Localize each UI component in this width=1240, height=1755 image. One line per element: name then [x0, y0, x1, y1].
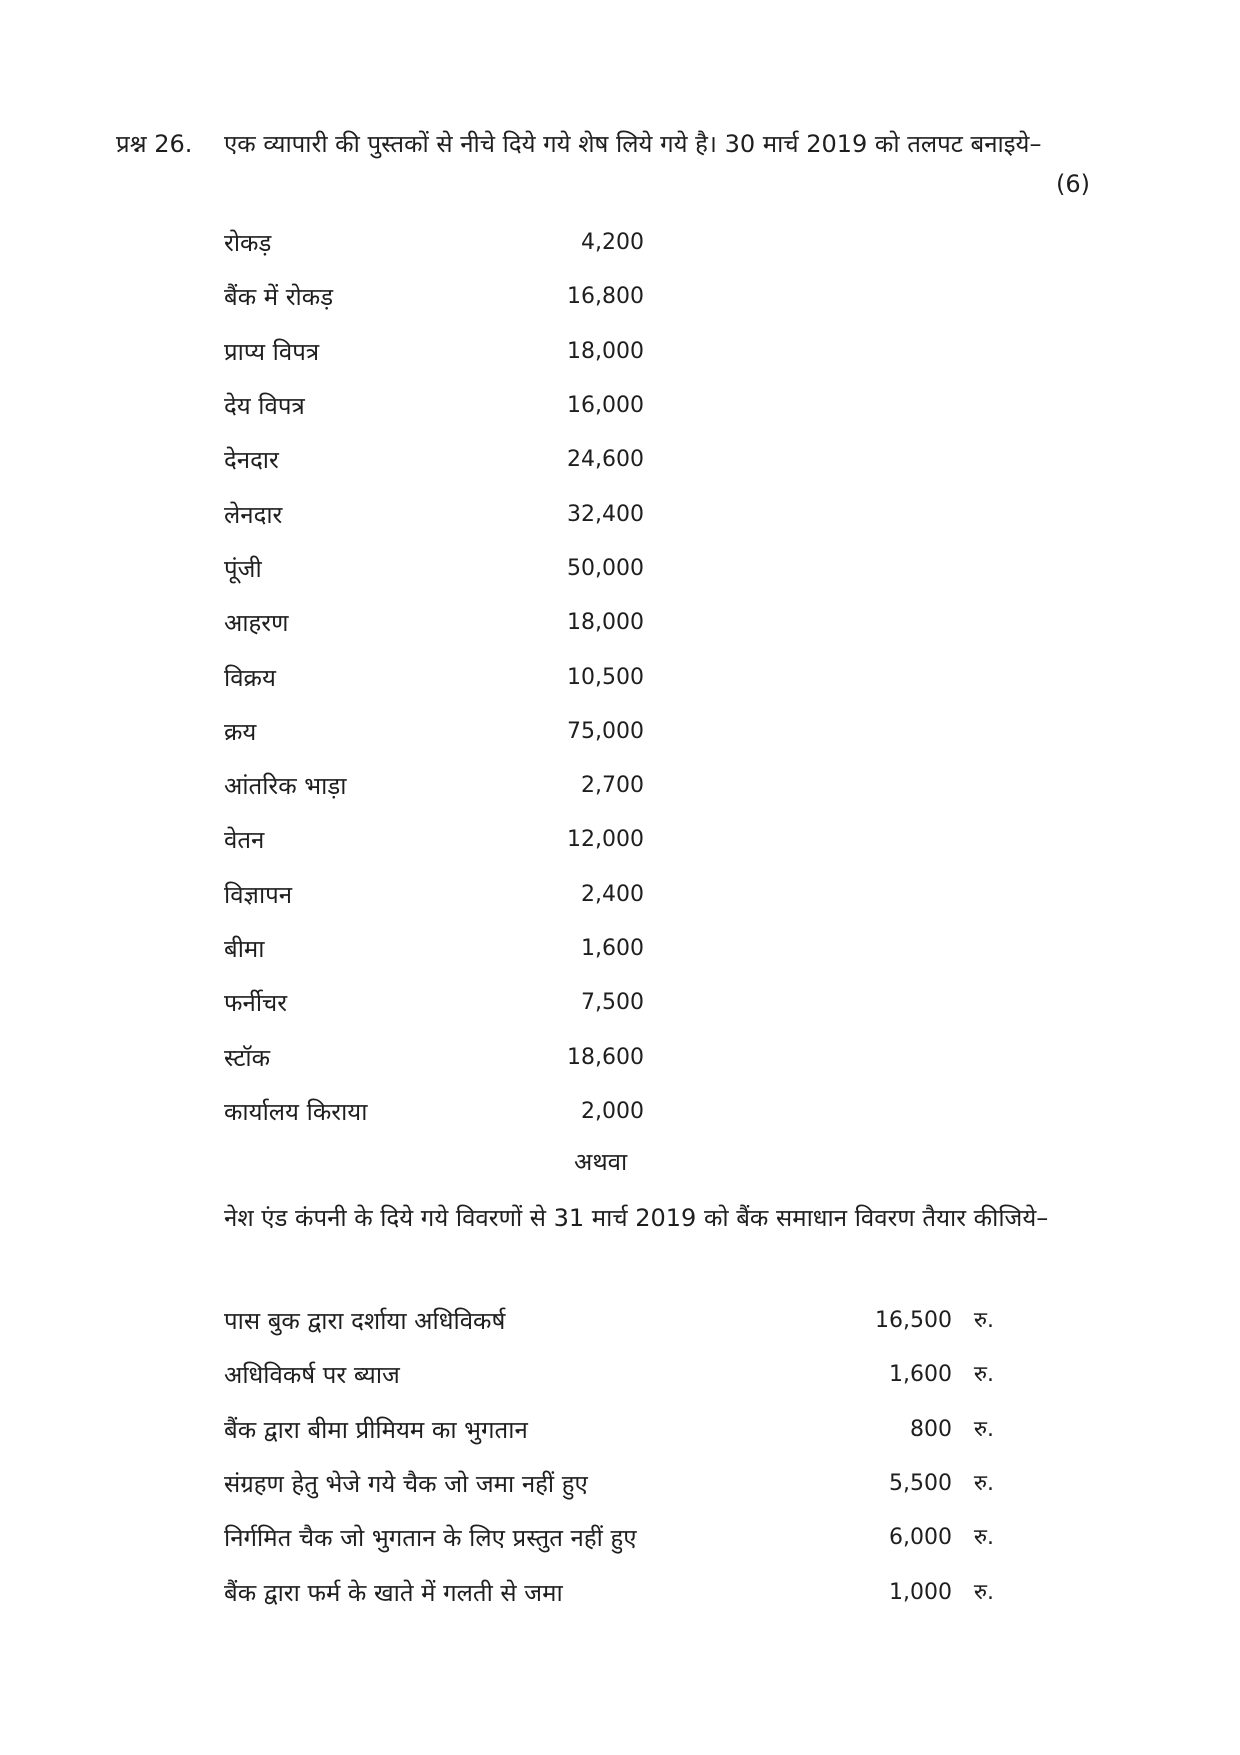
item-label: बैंक द्वारा बीमा प्रीमियम का भुगतान [224, 1415, 528, 1444]
item-label: फर्नीचर [224, 989, 288, 1018]
item-amount: 24,600 [567, 447, 644, 473]
list-item [224, 759, 644, 813]
item-label: पूंजी [224, 554, 262, 583]
item-label: अधिविकर्ष पर ब्याज [224, 1361, 400, 1390]
question-number: प्रश्न 26. [116, 130, 193, 158]
currency-label: रु. [973, 1362, 994, 1388]
list-item [224, 1085, 644, 1139]
currency-label: रु. [973, 1308, 994, 1334]
list-item [224, 650, 644, 704]
item-amount: 75,000 [567, 718, 644, 744]
currency-label: रु. [973, 1579, 994, 1605]
item-label: पास बुक द्वारा दर्शाया अधिविकर्ष [224, 1307, 506, 1336]
item-label: आंतरिक भाड़ा [224, 772, 347, 801]
list-item [224, 433, 644, 487]
item-amount: 16,800 [567, 284, 644, 310]
alternative-question-text: नेश एंड कंपनी के दिये गये विवरणों से 31 मार्च 2019 को बैंक समाधान विवरण तैयार कीजिये– [224, 1204, 1049, 1232]
list-item [224, 813, 644, 867]
bank-reconciliation-list [224, 1294, 994, 1620]
item-amount: 18,000 [567, 338, 644, 364]
item-amount: 18,000 [567, 610, 644, 636]
or-separator: अथवा [574, 1148, 628, 1176]
item-amount: 2,000 [581, 1098, 644, 1124]
item-amount: 2,700 [581, 773, 644, 799]
item-label: आहरण [224, 609, 289, 638]
list-item [224, 596, 644, 650]
question-text: एक व्यापारी की पुस्तकों से नीचे दिये गये शेष लिये गये है। 30 मार्च 2019 को तलपट बनाइये– [224, 130, 1042, 158]
question-marks: (6) [1056, 170, 1090, 198]
trial-balance-list [224, 216, 644, 1139]
list-item [224, 1457, 994, 1511]
item-label: बैंक द्वारा फर्म के खाते में गलती से जमा [224, 1578, 563, 1607]
item-amount: 4,200 [581, 230, 644, 256]
item-amount: 6,000 [889, 1525, 952, 1551]
currency-label: रु. [973, 1525, 994, 1551]
list-item [224, 325, 644, 379]
item-label: बीमा [224, 935, 265, 963]
item-amount: 10,500 [567, 664, 644, 690]
item-amount: 1,000 [889, 1579, 952, 1605]
item-label: देनदार [224, 446, 279, 475]
item-label: देय विपत्र [224, 392, 305, 421]
currency-label: रु. [973, 1471, 994, 1497]
item-label: स्टॉक [224, 1043, 271, 1072]
list-item [224, 542, 644, 596]
item-label: वेतन [224, 826, 265, 855]
list-item [224, 216, 644, 270]
item-label: बैंक में रोकड़ [224, 283, 334, 312]
list-item [224, 868, 644, 922]
item-label: कार्यालय किराया [224, 1097, 368, 1126]
item-amount: 50,000 [567, 555, 644, 581]
item-label: क्रय [224, 717, 257, 746]
list-item [224, 1511, 994, 1565]
item-amount: 5,500 [889, 1471, 952, 1497]
item-amount: 16,500 [875, 1308, 952, 1334]
item-amount: 1,600 [889, 1362, 952, 1388]
item-amount: 2,400 [581, 881, 644, 907]
item-label: संग्रहण हेतु भेजे गये चैक जो जमा नहीं हुए [224, 1470, 588, 1499]
item-label: लेनदार [224, 500, 283, 529]
item-amount: 16,000 [567, 393, 644, 419]
list-item [224, 705, 644, 759]
list-item [224, 1294, 994, 1348]
list-item [224, 1565, 994, 1619]
list-item [224, 487, 644, 541]
list-item [224, 1348, 994, 1402]
currency-label: रु. [973, 1416, 994, 1442]
item-amount: 32,400 [567, 501, 644, 527]
item-amount: 18,600 [567, 1044, 644, 1070]
list-item [224, 379, 644, 433]
item-amount: 12,000 [567, 827, 644, 853]
item-label: प्राप्य विपत्र [224, 337, 320, 366]
item-amount: 7,500 [581, 990, 644, 1016]
item-label: रोकड़ [224, 229, 272, 258]
item-amount: 800 [910, 1416, 952, 1442]
list-item [224, 976, 644, 1030]
item-label: निर्गमित चैक जो भुगतान के लिए प्रस्तुत नहीं हुए [224, 1524, 637, 1553]
list-item [224, 1030, 644, 1084]
item-label: विज्ञापन [224, 880, 293, 909]
item-amount: 1,600 [581, 936, 644, 961]
list-item [224, 1403, 994, 1457]
list-item [224, 922, 644, 976]
list-item [224, 270, 644, 324]
item-label: विक्रय [224, 663, 276, 692]
